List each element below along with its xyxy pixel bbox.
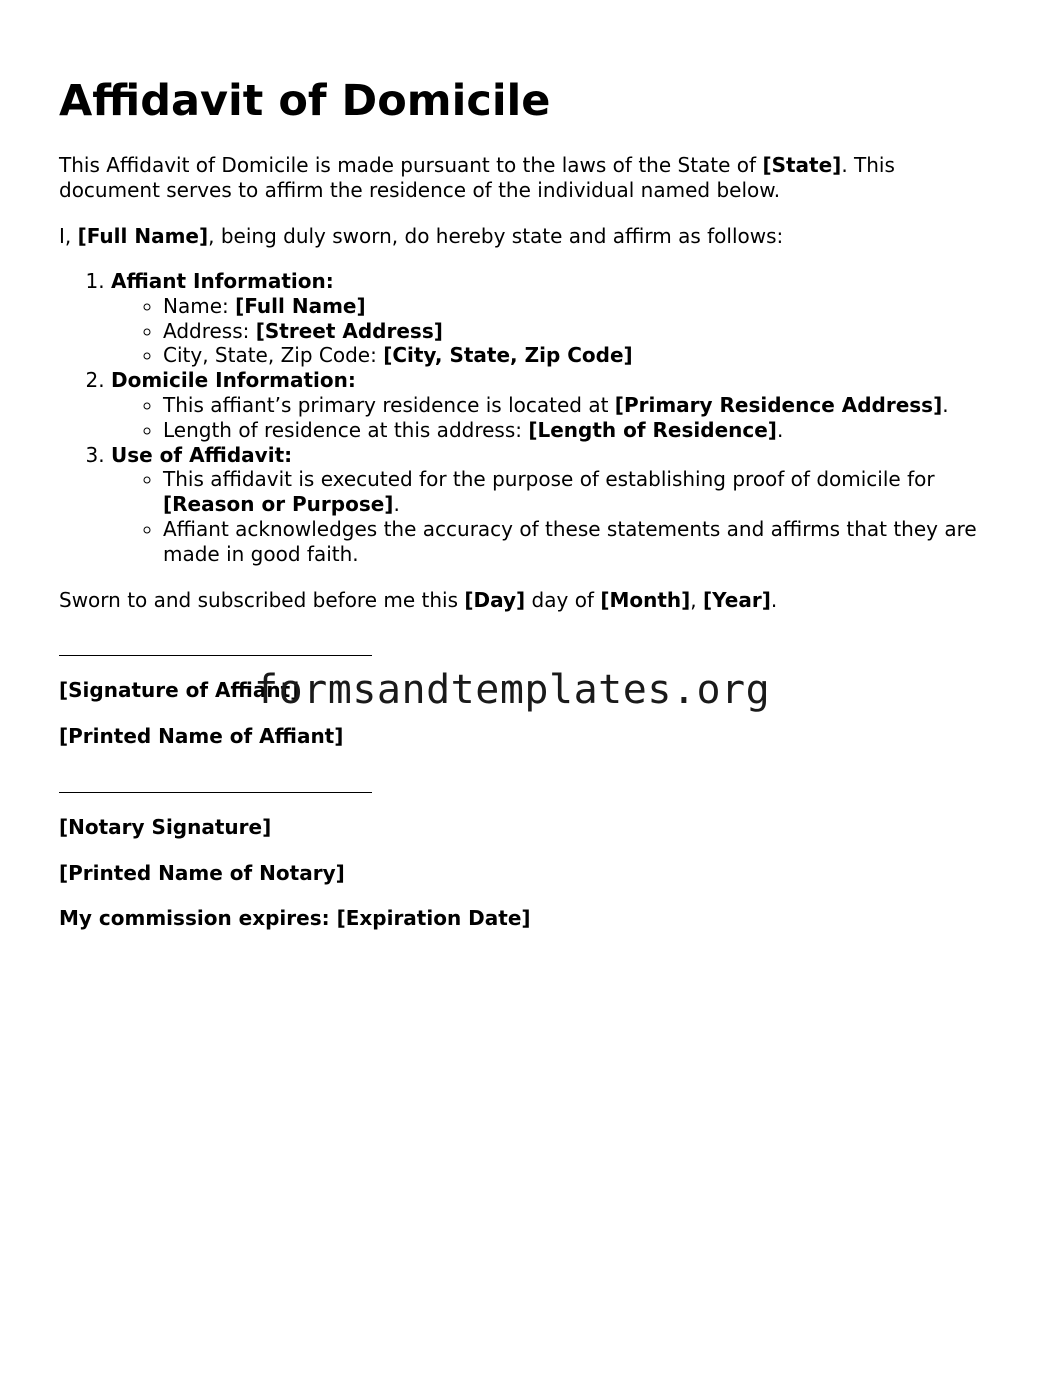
full-name-placeholder: [Full Name]	[77, 224, 209, 248]
intro-text-2: . This document serves to affirm the residence of the individual named below.	[59, 153, 895, 202]
section-heading: Domicile Information:	[111, 368, 356, 393]
address-placeholder: [Street Address]	[255, 318, 443, 343]
section-heading: Use of Affidavit:	[111, 442, 293, 467]
length-text: Length of residence at this address:	[163, 417, 529, 442]
state-placeholder: [State]	[762, 153, 842, 177]
notary-signature-label: [Notary Signature]	[59, 815, 272, 839]
purpose-placeholder: [Reason or Purpose]	[163, 492, 394, 517]
name-placeholder: [Full Name]	[235, 293, 366, 318]
section-affiant-information	[111, 269, 1011, 368]
sworn-text-2: day of	[525, 588, 601, 612]
period: .	[942, 392, 949, 417]
day-placeholder: [Day]	[464, 588, 526, 612]
acknowledgement-text: Affiant acknowledges the accuracy of these statements and affirms that they are made in good faith.	[163, 516, 977, 566]
period: .	[393, 492, 400, 517]
oath-paragraph	[59, 224, 989, 249]
oath-text-1: I,	[59, 224, 78, 248]
affiant-printed-name-label: [Printed Name of Affiant]	[59, 724, 344, 748]
affidavit-sections-list	[59, 269, 1011, 567]
residence-text: This affiant’s primary residence is located at	[163, 392, 615, 417]
name-label: Name:	[163, 293, 236, 318]
comma: ,	[690, 588, 704, 612]
section-use-of-affidavit	[111, 443, 1011, 567]
use-details-list	[111, 467, 1011, 566]
section-domicile-information	[111, 368, 1011, 442]
domicile-details-list	[111, 393, 1011, 443]
sworn-statement	[59, 588, 989, 613]
residence-placeholder: [Primary Residence Address]	[614, 392, 943, 417]
period: .	[776, 417, 784, 442]
list-item	[163, 319, 1011, 344]
city-label: City, State, Zip Code:	[163, 343, 384, 368]
notary-signature-line	[59, 792, 372, 793]
city-placeholder: [City, State, Zip Code]	[383, 343, 633, 368]
commission-expiration-label: My commission expires: [Expiration Date]	[59, 906, 531, 930]
intro-text-1: This Affidavit of Domicile is made pursuant to the laws of the State of	[59, 153, 763, 177]
page-title: Affidavit of Domicile	[59, 76, 551, 126]
intro-paragraph	[59, 153, 989, 203]
affiant-signature-line	[59, 655, 372, 656]
period: .	[770, 588, 778, 612]
oath-text-2: , being duly sworn, do hereby state and affirm as follows:	[208, 224, 784, 248]
list-item	[163, 393, 1011, 418]
list-item	[163, 343, 1011, 368]
notary-printed-name-label: [Printed Name of Notary]	[59, 861, 345, 885]
purpose-text: This affidavit is executed for the purpose of establishing proof of domicile for	[163, 467, 935, 492]
list-item	[163, 294, 1011, 319]
length-placeholder: [Length of Residence]	[528, 417, 777, 442]
year-placeholder: [Year]	[703, 588, 771, 612]
section-heading: Affiant Information:	[111, 269, 334, 293]
month-placeholder: [Month]	[600, 588, 691, 612]
sworn-text-1: Sworn to and subscribed before me this	[59, 588, 465, 612]
list-item	[163, 418, 1011, 443]
affiant-signature-label: [Signature of Affiant]	[59, 678, 300, 702]
affiant-details-list	[111, 294, 1011, 368]
list-item	[163, 517, 1011, 567]
list-item	[163, 467, 1011, 517]
address-label: Address:	[163, 318, 256, 343]
watermark: formsandtemplates.org	[254, 667, 771, 713]
